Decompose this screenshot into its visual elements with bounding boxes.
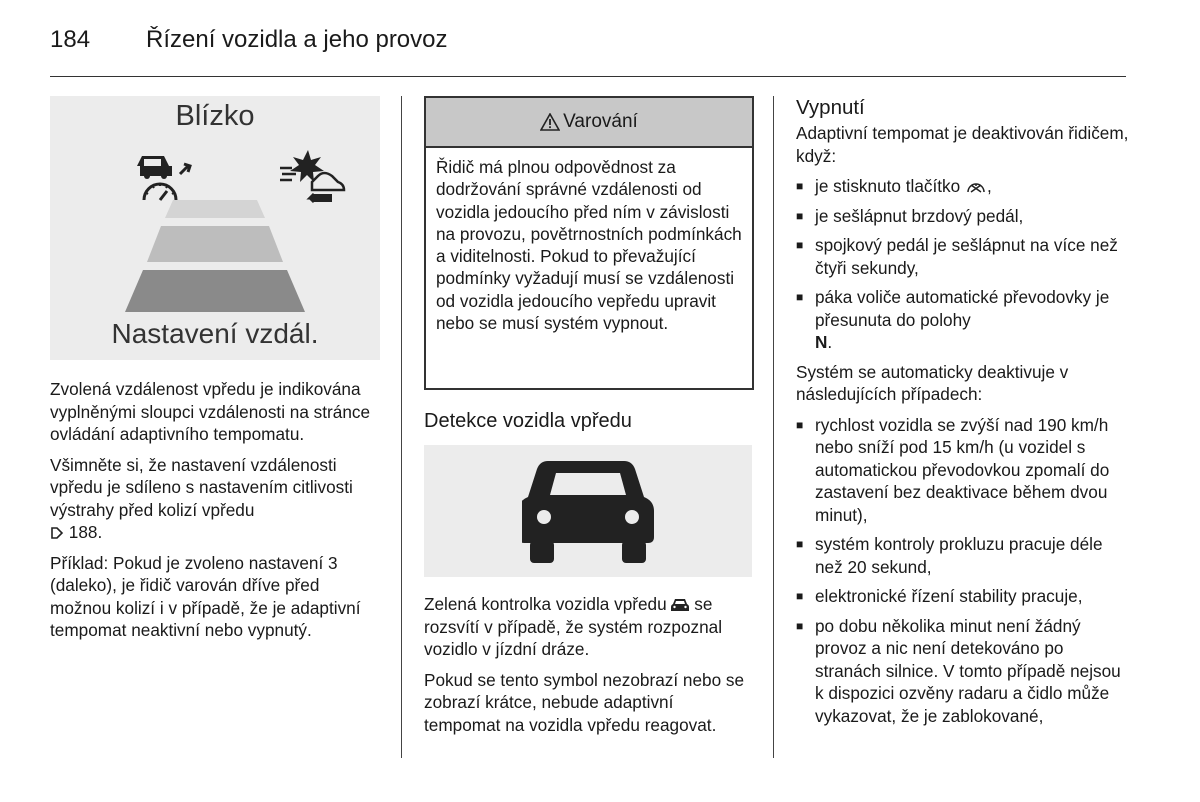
- list-item: [796, 615, 1131, 728]
- page-reference: 188.: [68, 522, 103, 542]
- warning-header: [426, 98, 752, 148]
- bullet-icon: ■: [796, 290, 804, 304]
- warning-text: Řidič má plnou odpovědnost za dodržování správné vzdálenosti od vozidla jedoucího před ním v závislosti na provozu, povětrnostních podmínkách a viditelnosti. Pokud to převažující podmínky vyžadují musí se vzdálenosti od vozidla jedoucího vepředu upravit nebo se musí systém vypnout.: [436, 157, 742, 334]
- list-item: [796, 205, 1131, 228]
- display-caption: Nastavení vzdál.: [111, 318, 319, 349]
- list-item-text: elektronické řízení stability pracuje,: [815, 586, 1083, 606]
- list-item: [796, 175, 1131, 198]
- list-item-text: rychlost vozidla se zvýší nad 190 km/h nebo sníží pod 15 km/h (u vozidel s automatickou převodovkou zpomalí do zastavení bez deaktivace během dvou minut),: [815, 414, 1110, 525]
- column-right: [796, 96, 1131, 734]
- list-item: [796, 414, 1131, 527]
- paragraph-text: Všimněte si, že nastavení vzdálenosti vpředu je sdíleno s nastavením citlivosti výstrahy před kolizí vpředu: [50, 454, 353, 520]
- bullet-icon: ■: [796, 238, 804, 252]
- list-item: [796, 286, 1131, 354]
- vehicle-ahead-small-icon: [671, 598, 689, 612]
- paragraph: Příklad: Pokud je zvoleno nastavení 3 (daleko), je řidič varován dříve před možnou kolizí i v případě, že je adaptivní tempomat neaktivní nebo vypnutý.: [50, 552, 361, 640]
- cruise-cancel-button-icon: [965, 180, 987, 194]
- warning-title: Varování: [563, 111, 638, 132]
- distance-bars-icon: [105, 200, 325, 316]
- warning-triangle-icon: [540, 113, 560, 131]
- paragraph: [424, 593, 752, 661]
- bullet-icon: ■: [796, 618, 804, 633]
- list-item: [796, 585, 1131, 608]
- bullet-icon: ■: [796, 208, 804, 223]
- page-reference-arrow-icon: [50, 526, 64, 540]
- subsection-heading: Detekce vozidla vpředu: [424, 410, 632, 432]
- vehicle-ahead-illustration: [424, 445, 752, 577]
- bullet-icon: ■: [796, 537, 804, 551]
- list-item-text: .: [827, 332, 833, 352]
- bullet-icon: ■: [796, 589, 804, 603]
- list-item: [796, 234, 1131, 279]
- column-divider: [401, 96, 402, 758]
- bullet-icon: ■: [796, 417, 804, 432]
- paragraph-text: Zelená kontrolka vozidla vpředu: [424, 594, 667, 614]
- list-item-text: páka voliče automatické převodovky je přesunuta do polohy: [815, 287, 1110, 330]
- list-item-text: spojkový pedál je sešlápnut na více než čtyři sekundy,: [815, 235, 1118, 278]
- vehicle-ahead-icon: [522, 457, 654, 565]
- paragraph: Adaptivní tempomat je deaktivován řidičem, když:: [796, 123, 1129, 166]
- paragraph-text: se rozsvítí v případě, že systém rozpoznal vozidlo v jízdní dráze.: [424, 594, 723, 659]
- list-item-text: je stisknuto tlačítko: [815, 176, 961, 196]
- list-item-text: systém kontroly prokluzu pracuje déle než 20 sekund,: [815, 534, 1103, 577]
- collision-alert-icon: [278, 148, 348, 208]
- warning-box: [424, 96, 754, 390]
- column-left: [50, 96, 380, 650]
- list-item-text: ,: [987, 176, 992, 196]
- acc-distance-display-illustration: [50, 96, 380, 360]
- paragraph: Systém se automaticky deaktivuje v následujících případech:: [796, 361, 1069, 404]
- paragraph: [50, 454, 380, 544]
- list-item-text: po dobu několika minut není žádný provoz a nic není detekováno po stranách silnice. V tomto případě nejsou k dispozici ozvěny radaru a čidlo může vykazovat, že je zablokované,: [815, 615, 1121, 726]
- display-title: Blízko: [175, 100, 255, 132]
- column-divider: [773, 96, 774, 758]
- list-item-text: je sešlápnut brzdový pedál,: [815, 205, 1024, 226]
- bullet-icon: ■: [796, 179, 804, 193]
- paragraph: Pokud se tento symbol nezobrazí nebo se zobrazí krátce, nebude adaptivní tempomat na vozidla vpředu reagovat.: [424, 669, 745, 735]
- section-title: Řízení vozidla a jeho provoz: [146, 26, 448, 53]
- column-middle: [424, 96, 752, 744]
- driver-gauge-icon: [134, 154, 200, 204]
- page-number: 184: [50, 26, 91, 53]
- list-item: [796, 533, 1131, 578]
- page-header: [50, 26, 1126, 76]
- paragraph: Zvolená vzdálenost vpředu je indikována vyplněnými sloupci vzdálenosti na stránce ovládání adaptivního tempomatu.: [50, 379, 371, 444]
- subsection-heading: Vypnutí: [796, 96, 865, 119]
- gear-position: N: [815, 332, 828, 352]
- header-divider: [50, 76, 1126, 77]
